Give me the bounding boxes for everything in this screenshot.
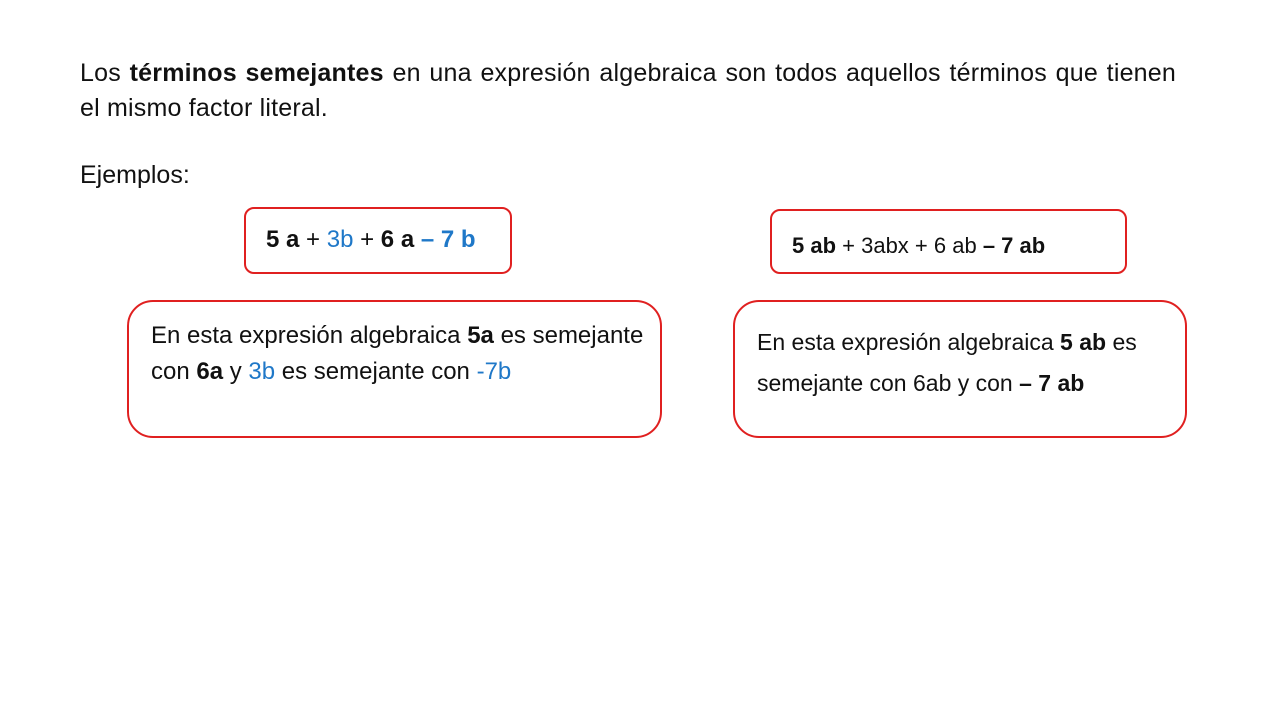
note-text: es semejante con: [151, 322, 644, 385]
intro-paragraph: [80, 56, 1176, 126]
note-term-6a: 6a: [196, 358, 224, 385]
plus-operator: +: [299, 226, 327, 253]
expression-box-left: [244, 207, 512, 274]
term-5ab: 5 ab: [792, 233, 837, 258]
plus-operator: +: [353, 226, 381, 253]
note-term-5ab: 5 ab: [1060, 329, 1107, 355]
term-5a: 5 a: [266, 226, 300, 253]
term-3b: 3b: [326, 226, 354, 253]
note-text: En esta expresión algebraica: [757, 329, 1061, 355]
note-term-minus-7b: -7b: [476, 358, 512, 385]
note-term-5a: 5a: [467, 322, 494, 349]
note-text: es semejante con 6ab y con: [757, 329, 1137, 396]
expression-middle: + 3abx + 6 ab: [836, 233, 983, 258]
term-7b: 7 b: [440, 226, 476, 253]
note-text: En esta expresión algebraica: [151, 322, 468, 349]
explanation-left: [151, 318, 651, 390]
intro-text-end: en una expresión algebraica son todos aquellos términos que tienen el mismo factor literal.: [80, 59, 1176, 122]
note-text: es semejante con: [275, 358, 477, 385]
note-text: y: [223, 358, 249, 385]
expression-right: [792, 231, 1045, 261]
expression-box-right: [770, 209, 1127, 274]
minus-operator: –: [414, 226, 441, 253]
term-6a: 6 a: [380, 226, 415, 253]
explanation-box-left: [127, 300, 662, 438]
explanation-box-right: [733, 300, 1187, 438]
intro-text-start: Los: [80, 59, 130, 87]
examples-label: Ejemplos:: [80, 161, 190, 189]
note-term-minus-7ab: – 7 ab: [1019, 370, 1085, 396]
note-term-3b: 3b: [248, 358, 276, 385]
expression-left: [266, 225, 476, 255]
explanation-right: [757, 322, 1177, 404]
term-minus-7ab: – 7 ab: [982, 233, 1046, 258]
intro-highlight: términos semejantes: [129, 59, 384, 87]
